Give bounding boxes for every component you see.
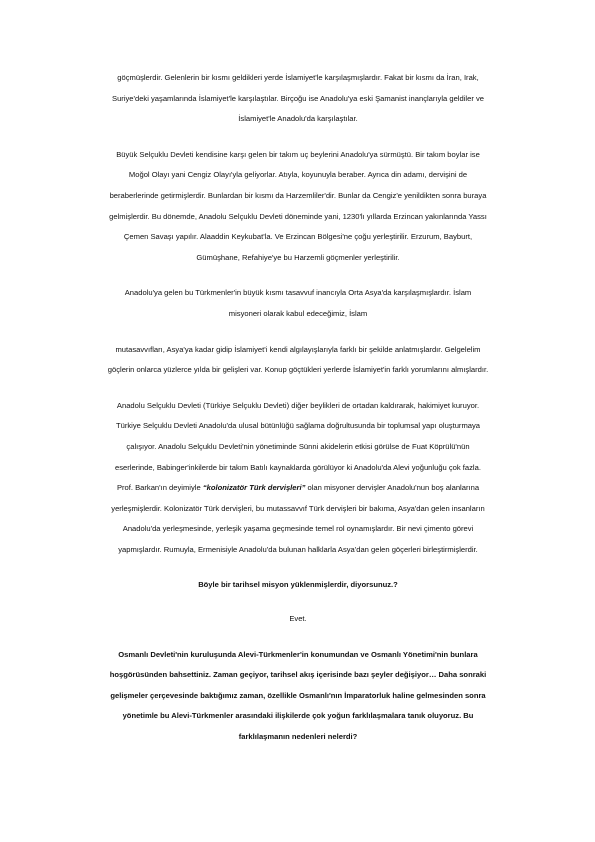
interview-question	[72, 575, 524, 596]
paragraph-4	[72, 340, 524, 381]
interview-question-2	[72, 645, 524, 748]
document-page	[72, 68, 524, 748]
text-line: Çemen Savaşı yapılır. Alaaddin Keykubat'la. Ve Erzincan Bölgesi'ne çoğu yerleştirilir. Erzurum, Bayburt,	[123, 232, 473, 242]
text-line: İslamiyet'le Anadolu'da karşılaştılar.	[238, 114, 358, 124]
text-line: çalışıyor. Anadolu Selçuklu Devleti'nin yönetiminde Sünni akidelerin etkisi görülse de Fuat Köprülü'nün	[126, 441, 470, 451]
paragraph-3	[72, 283, 524, 324]
text-line: misyoneri olarak kabul edeceğimiz, İslam	[228, 308, 368, 318]
text-line: beraberlerinde getirmişlerdir. Bunlardan bir kısmı da Harzemliler'dir. Bunlar da Cengiz'e yenildikten sonra buraya	[109, 190, 487, 200]
emphasis-text: “kolonizatör Türk dervişleri”	[202, 483, 306, 493]
paragraph-5	[72, 396, 524, 561]
text-line: Anadolu Selçuklu Devleti (Türkiye Selçuklu Devleti) diğer beylikleri de ortadan kaldırarak, hakimiyet kuruyor.	[116, 400, 480, 410]
text-line: farklılaşmanın nedenleri nelerdi?	[238, 732, 358, 742]
text-line: Anadolu'da yerleşmesinde, yerleşik yaşama geçmesinde temel rol oynamışlardır. Bir nevi çimento görevi	[122, 524, 474, 534]
interview-answer	[72, 609, 524, 630]
paragraph-2	[72, 145, 524, 269]
text-line: Osmanlı Devleti'nin kuruluşunda Alevi-Türkmenler'in konumundan ve Osmanlı Yönetimi'nin bunlara	[118, 649, 478, 659]
text-line: Türkiye Selçuklu Devleti Anadolu'da ulusal bütünlüğü sağlama doğrultusunda bir toplumsal yapı oluşturmaya	[115, 421, 481, 431]
text-line: Anadolu'ya gelen bu Türkmenler'in büyük kısmı tasavvuf inancıyla Orta Asya'da karşılaşmışlardır. İslam	[124, 288, 472, 298]
text-line-with-emphasis	[72, 478, 524, 499]
text-segment: Prof. Barkan'ın deyimiyle	[116, 483, 201, 493]
text-line: gelişmeler çerçevesinde baktığımız zaman, özellikle Osmanlı'nın İmparatorluk haline gelmesinden sonra	[110, 690, 486, 700]
text-line: Büyük Selçuklu Devleti kendisine karşı gelen bir takım uç beylerini Anadolu'ya sürmüştü. Bir takım boylar ise	[116, 149, 480, 159]
text-line: Evet.	[289, 614, 307, 624]
text-line: Böyle bir tarihsel misyon yüklenmişlerdir, diyorsunuz.?	[198, 580, 398, 590]
text-line: mutasavvıfları, Asya'ya kadar gidip İslamiyet'i kendi algılayışlarıyla farklı bir şekilde anlatmışlardır. Gelgelelim	[115, 344, 481, 354]
text-line: hoşgörüsünden bahsettiniz. Zaman geçiyor, tarihsel akış içerisinde bazı şeyler değişiyor… Daha sonraki	[109, 670, 487, 680]
text-line: göçlerin onlarca yüzlerce yılda bir gelişleri var. Konup göçtükleri yerlerde İslamiyet'in farklı yorumlarını almışlardır.	[107, 365, 489, 375]
text-line: gelmişlerdir. Bu dönemde, Anadolu Selçuklu Devleti döneminde yani, 1230'lı yıllarda Erzincan yakınlarında Yassı	[109, 211, 487, 221]
text-line: Moğol Olayı yani Cengiz Olayı'yla geliyorlar. Atıyla, koyunuyla beraber. Ayrıca din adamı, dervişini de	[128, 170, 468, 180]
text-segment: olan misyoner dervişler Anadolu'nun boş alanlarına	[305, 483, 480, 493]
text-line: göçmüşlerdir. Gelenlerin bir kısmı geldikleri yerde İslamiyet'le karşılaşmışlardır. Fakat bir kısmı da İran, Irak,	[117, 73, 479, 82]
text-line: yapmışlardır. Rumuyla, Ermenisiyle Anadolu'da bulunan halklarla Asya'dan gelen göçerleri birleştirmişlerdir.	[118, 544, 478, 554]
text-line: Gümüşhane, Refahiye'ye bu Harzemli göçmenler yerleştirilir.	[196, 252, 400, 262]
text-line: yerleşmişlerdir. Kolonizatör Türk dervişleri, bu mutassavvıf Türk dervişleri bir bakıma, Asya'dan gelen insanların	[111, 503, 485, 513]
text-line: eserlerinde, Babinger'inkilerde bir takım Batılı kaynaklarda görülüyor ki Anadolu'da Alevi yoğunluğu çok fazla.	[115, 462, 481, 472]
paragraph-1	[72, 68, 524, 130]
text-line: yönetimle bu Alevi-Türkmenler arasındaki ilişkilerde çok yoğun farklılaşmalara tanık oluyoruz. Bu	[122, 711, 474, 721]
text-line: Suriye'deki yaşamlarında İslamiyet'le karşılaştılar. Birçoğu ise Anadolu'ya eski Şamanist inançlarıyla geldiler ve	[112, 93, 484, 103]
